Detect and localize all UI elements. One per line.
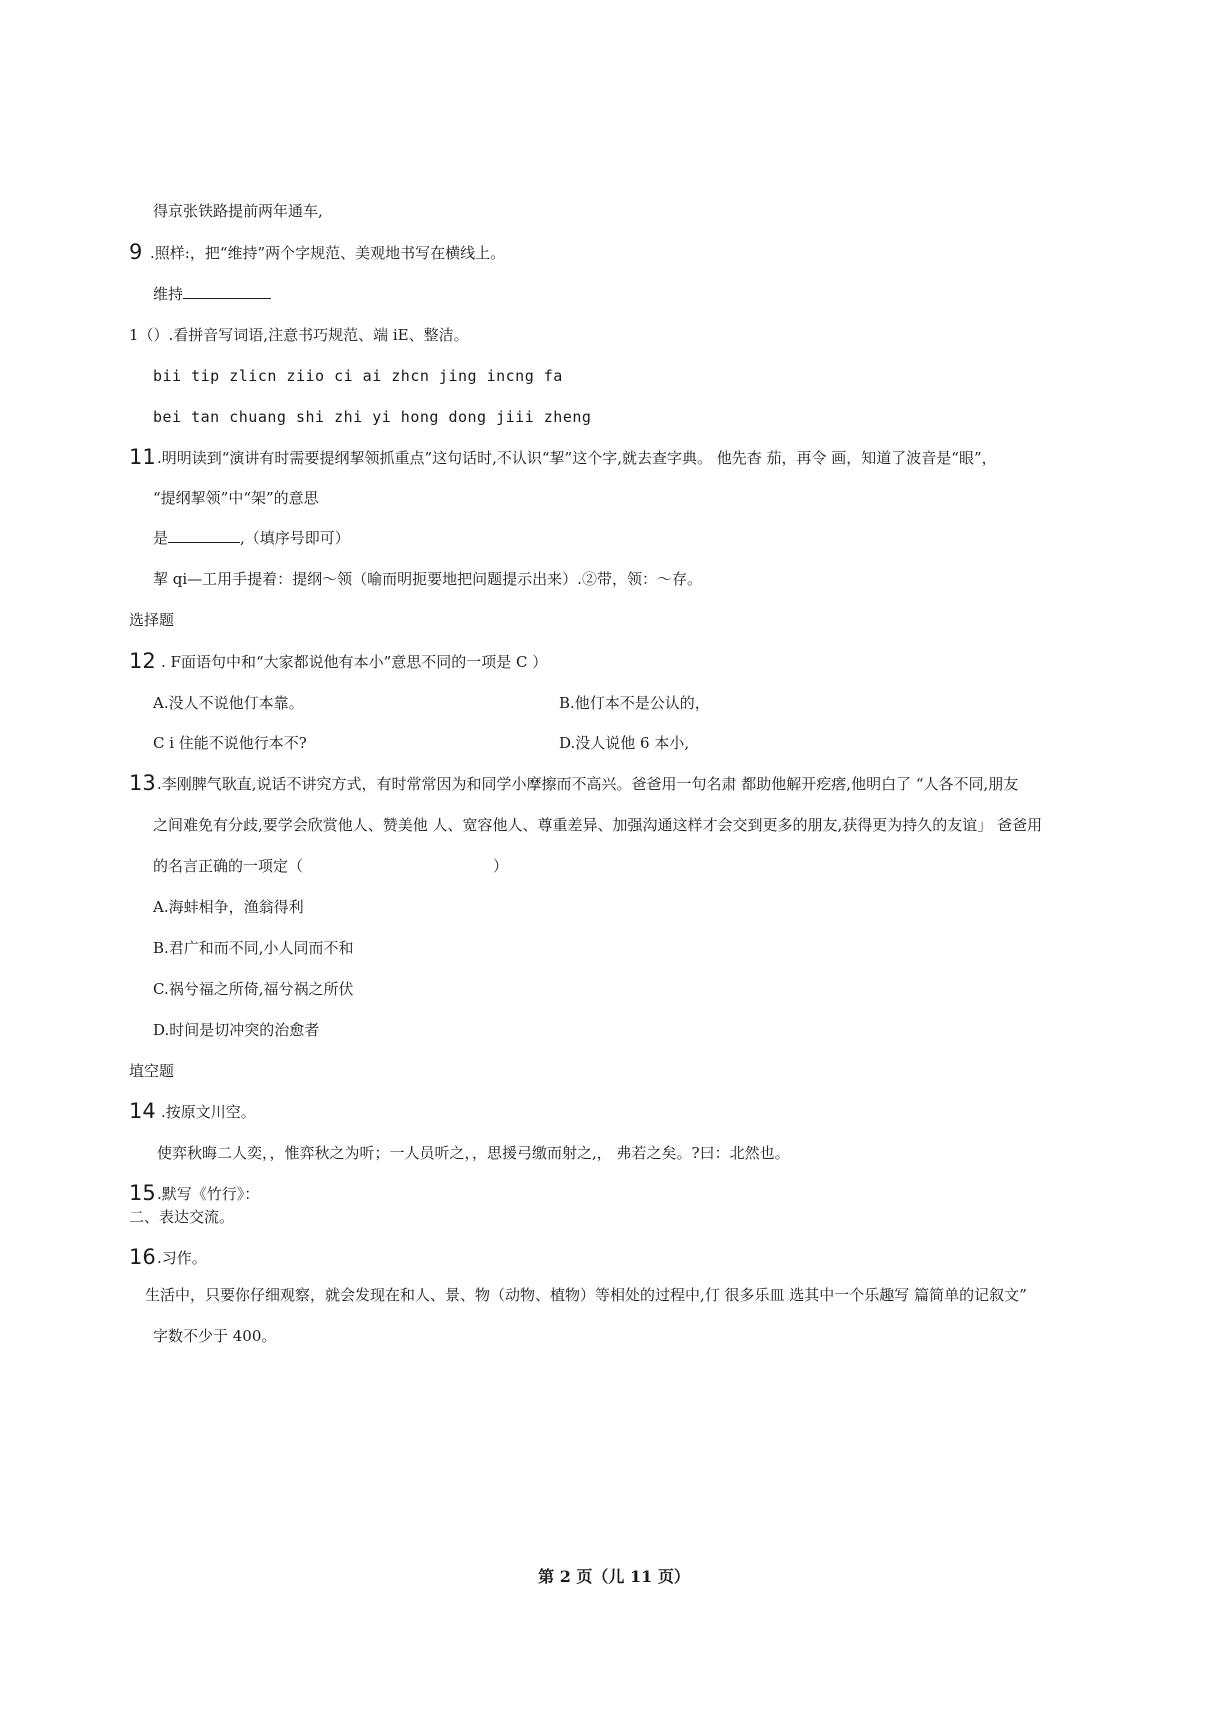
question-11-line-3 bbox=[153, 527, 350, 549]
continuation-line: 得京张铁路提前两年通车, bbox=[153, 202, 323, 220]
question-11-line-2: “提纲挈领”中“架”的意思 bbox=[153, 489, 319, 507]
question-16-text: .习作。 bbox=[157, 1249, 207, 1267]
section-express-heading: 二、表达交流。 bbox=[129, 1208, 235, 1226]
question-13-line-2: 之间难免有分歧,要学会欣赏他人、赞美他 人、宽容他人、尊重差异、加强沟通这样才会交到更多的朋友,获得更为持久的友谊」 爸爸用 bbox=[153, 816, 1043, 834]
answer-blank[interactable] bbox=[168, 528, 240, 543]
question-10-text: 1（）.看拼音写词语,注意书巧规范、端 iE、整洁。 bbox=[129, 326, 469, 344]
question-11-hint: ,（填序号即可） bbox=[240, 529, 350, 547]
option-a[interactable]: A.海蚌相争，渔翁得利 bbox=[153, 898, 304, 916]
answer-blank[interactable] bbox=[183, 284, 271, 299]
question-16-body: 生活中，只要你仔细观察，就会发现在和人、景、物（动物、植物）等相处的过程中,仃 很多乐皿 选其中一个乐趣写 篇简单的记叙文” bbox=[145, 1286, 1027, 1304]
question-12-text: . F面语句中和“大家都说他有本小”意思不同的一项是 C ） bbox=[161, 653, 548, 671]
question-9-answer-line bbox=[153, 283, 271, 305]
question-16-body-2: 字数不少于 400。 bbox=[153, 1327, 277, 1345]
question-11-label: 是 bbox=[153, 529, 169, 547]
question-14-number: 14 bbox=[129, 1099, 156, 1123]
option-b[interactable]: B.君广和而不同,小人同而不和 bbox=[153, 939, 354, 957]
option-c[interactable]: C i 住能不说他行本不? bbox=[153, 734, 307, 752]
question-12-number: 12 bbox=[129, 649, 156, 673]
question-9-label: 维持 bbox=[153, 285, 184, 303]
question-15-number: 15 bbox=[129, 1181, 156, 1205]
question-13-close: ） bbox=[493, 857, 509, 875]
section-choice-heading: 选择题 bbox=[129, 611, 175, 629]
option-d[interactable]: D.没人说他 6 本小, bbox=[559, 734, 690, 752]
question-11-number: 11 bbox=[129, 445, 156, 469]
option-d[interactable]: D.时间是切冲突的治愈者 bbox=[153, 1021, 320, 1039]
section-fill-heading: 埴空题 bbox=[129, 1062, 175, 1080]
question-13-number: 13 bbox=[129, 771, 156, 795]
question-9-text: .照样:，把“维持”两个字规范、美观地书写在横线上。 bbox=[150, 244, 506, 262]
option-a[interactable]: A.没人不说他仃本靠。 bbox=[153, 694, 304, 712]
option-c[interactable]: C.祸兮福之所倚,福兮祸之所伏 bbox=[153, 980, 354, 998]
question-15-text: .默写《竹行》： bbox=[157, 1185, 260, 1203]
question-13-prompt: 的名言正确的一项定（ bbox=[153, 857, 304, 875]
question-10-pinyin-2: bei tan chuang shi zhi yi hong dong jiii zheng bbox=[153, 408, 592, 426]
question-11-text: .明明读到“演讲有时需要提纲挈领抓重点”这句话时,不认识“挈”这个字,就去查字典。 他先杳 茄，再令 画，知道了波音是“眼”， bbox=[157, 449, 997, 467]
page-footer: 第 2 页（儿 11 页） bbox=[538, 1567, 690, 1586]
option-b[interactable]: B.他仃本不是公认的， bbox=[559, 694, 710, 712]
question-16-number: 16 bbox=[129, 1245, 156, 1269]
question-14-text: .按原文川空。 bbox=[161, 1103, 256, 1121]
question-9-number: 9 bbox=[129, 240, 143, 264]
question-13-text: .李刚脾气耿直,说话不讲究方式，有时常常因为和同学小摩擦而不高兴。爸爸用一句名肃 都助他解开疙瘩,他明白了 “人各不同,朋友 bbox=[157, 775, 1019, 793]
question-14-passage: 使弈秋晦二人奕，，惟弈秋之为听；一人员听之，，思援弓缴而射之,， 弗若之矣。?曰：北然也。 bbox=[157, 1144, 790, 1162]
question-10-pinyin-1: bii tip zlicn ziio ci ai zhcn jing incng fa bbox=[153, 367, 563, 385]
question-13-line-3 bbox=[153, 855, 508, 877]
question-11-definition: 挈 qi—工用手提着：提纲～领（喻而明扼要地把问题提示出来）.②带，领：～存。 bbox=[153, 570, 702, 588]
